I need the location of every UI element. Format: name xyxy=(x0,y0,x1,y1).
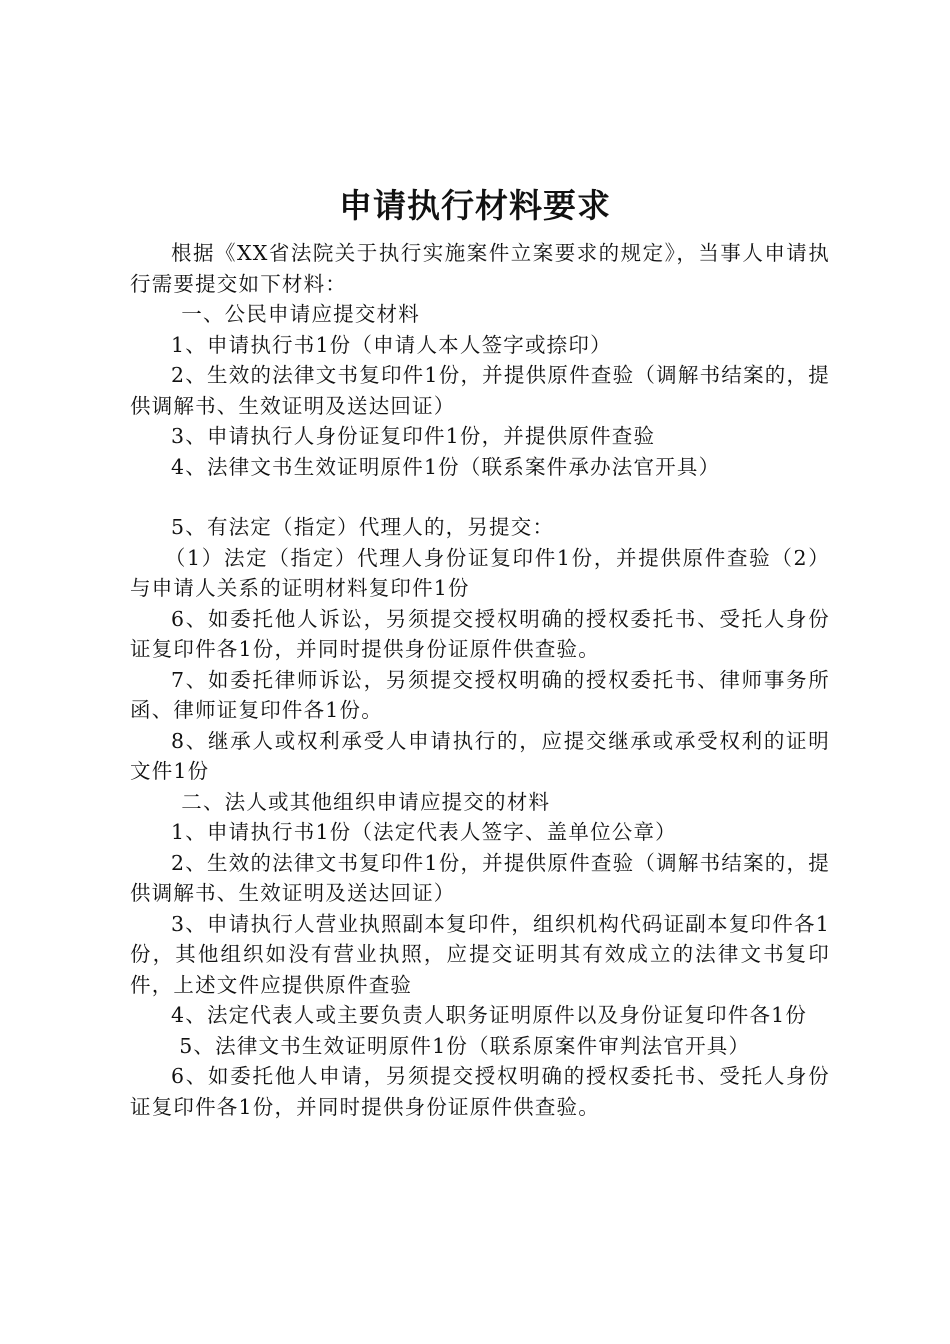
section-1-heading: 一、公民申请应提交材料 xyxy=(181,302,420,326)
section-2-item-2: 2、生效的法律文书复印件1份，并提供原件查验（调解书结案的，提供调解书、生效证明及送达回证） xyxy=(130,850,830,905)
section-2-heading: 二、法人或其他组织申请应提交的材料 xyxy=(181,789,551,814)
section-1-item-2: 2、生效的法律文书复印件1份，并提供原件查验（调解书结案的，提供调解书、生效证明及送达回证） xyxy=(130,363,830,418)
section-1-item-5-sub: （1）法定（指定）代理人身份证复印件1份，并提供原件查验（2）与申请人关系的证明材料复印件1份 xyxy=(130,545,830,600)
section-1-item-3: 3、申请执行人身份证复印件1份，并提供原件查验 xyxy=(171,424,656,448)
section-2-item-6: 6、如委托他人申请，另须提交授权明确的授权委托书、受托人身份证复印件各1份，并同时提供身份证原件供查验。 xyxy=(130,1064,830,1119)
section-1-item-4: 4、法律文书生效证明原件1份（联系案件承办法官开具） xyxy=(171,454,721,479)
section-2-item-4: 4、法定代表人或主要负责人职务证明原件以及身份证复印件各1份 xyxy=(171,1003,808,1027)
section-2-item-1: 1、申请执行书1份（法定代表人签字、盖单位公章） xyxy=(171,820,677,844)
intro-paragraph: 根据《XX省法院关于执行实施案件立案要求的规定》，当事人申请执行需要提交如下材料： xyxy=(130,241,830,296)
document-body xyxy=(130,238,830,1122)
section-1-item-1: 1、申请执行书1份（申请人本人签字或捺印） xyxy=(171,332,612,357)
section-2-item-5: 5、法律文书生效证明原件1份（联系原案件审判法官开具） xyxy=(179,1033,751,1058)
section-1-item-6: 6、如委托他人诉讼，另须提交授权明确的授权委托书、受托人身份证复印件各1份，并同时提供身份证原件供查验。 xyxy=(130,606,830,661)
page-title: 申请执行材料要求 xyxy=(339,186,611,225)
section-1-item-7: 7、如委托律师诉讼，另须提交授权明确的授权委托书、律师事务所函、律师证复印件各1份。 xyxy=(130,667,830,722)
section-2-item-3: 3、申请执行人营业执照副本复印件，组织机构代码证副本复印件各1份，其他组织如没有营业执照，应提交证明其有效成立的法律文书复印件，上述文件应提供原件查验 xyxy=(130,911,830,997)
section-1-item-8: 8、继承人或权利承受人申请执行的，应提交继承或承受权利的证明文件1份 xyxy=(130,728,830,783)
section-1-item-5: 5、有法定（指定）代理人的，另提交： xyxy=(171,515,555,539)
